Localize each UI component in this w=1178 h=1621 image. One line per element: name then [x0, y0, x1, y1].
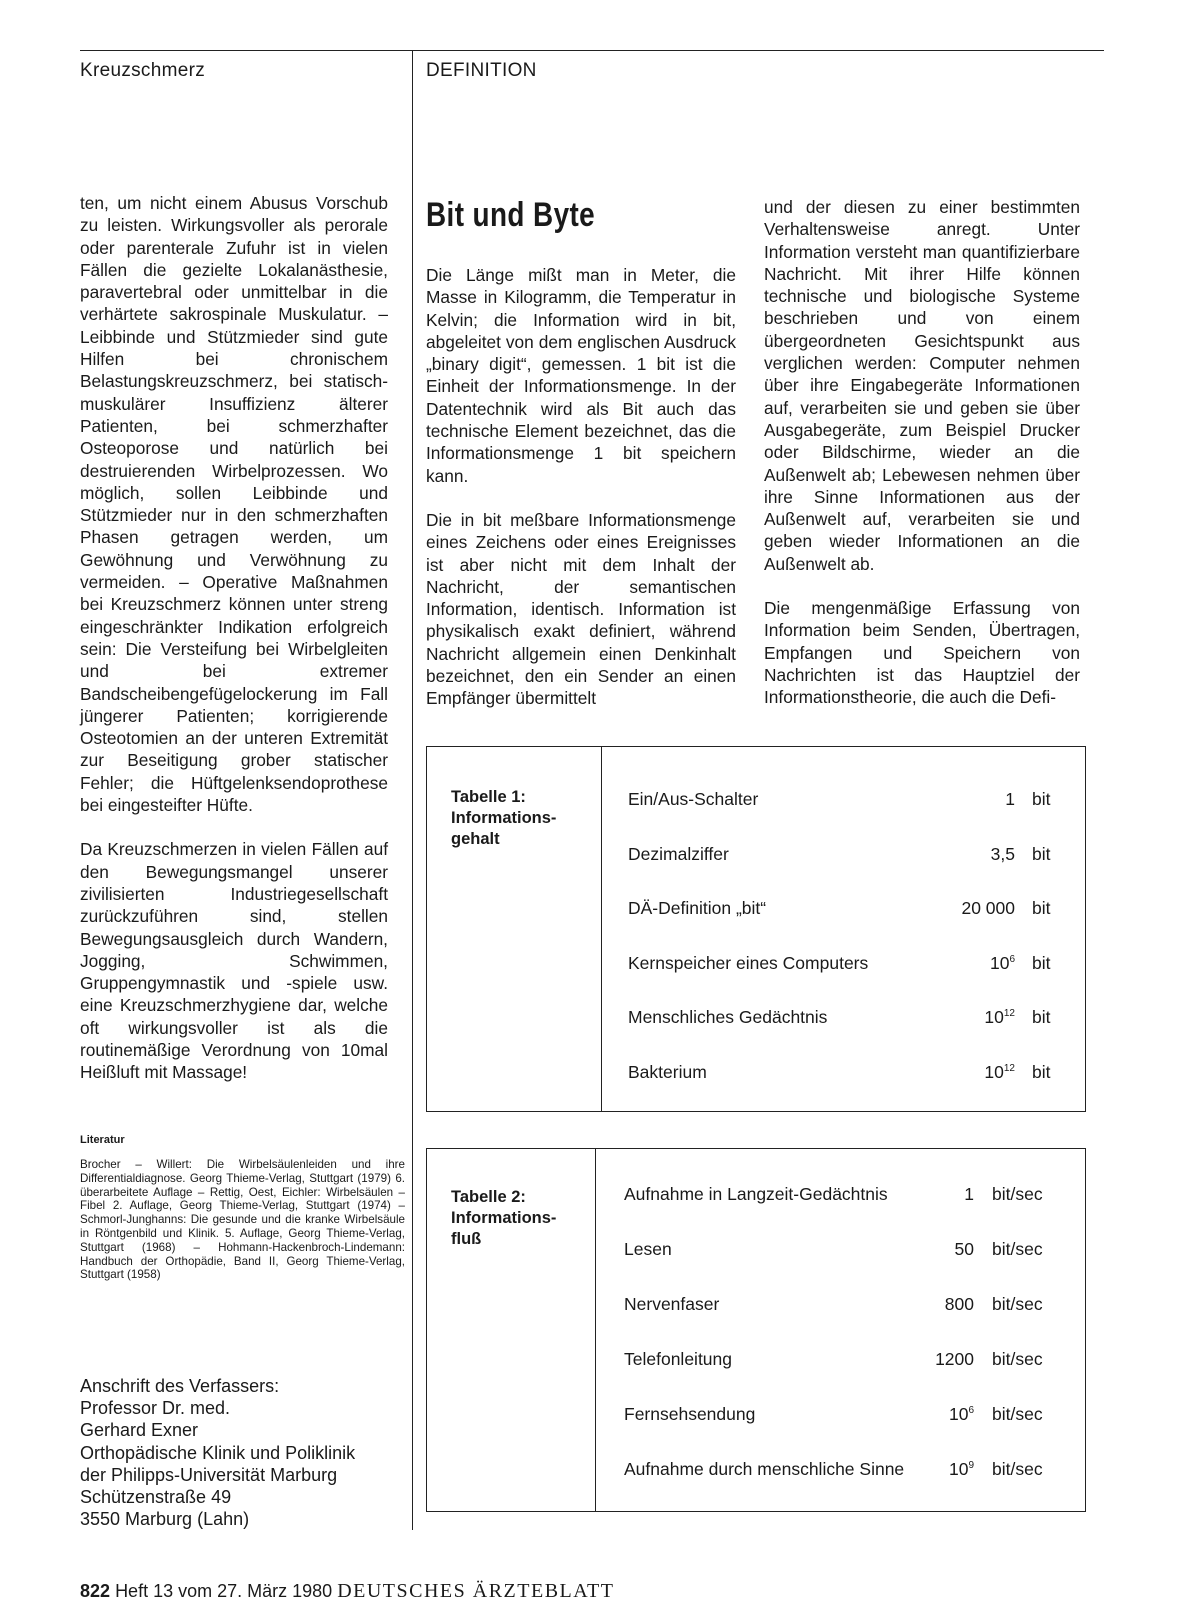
table-cell-value — [964, 1184, 974, 1205]
value-base: 3,5 — [990, 843, 1015, 864]
value-base: 1 — [1005, 789, 1015, 809]
table-cell-value — [955, 1239, 974, 1260]
article-title: Bit und Byte — [426, 196, 596, 234]
table-cell-name: Aufnahme in Langzeit-Gedächtnis — [624, 1184, 888, 1204]
right-column — [764, 196, 1080, 709]
table-cell-unit: bit — [1032, 1007, 1051, 1027]
table-divider — [595, 1149, 596, 1511]
table-cell-unit: bit/sec — [992, 1459, 1043, 1479]
table-cell-value — [1005, 789, 1015, 810]
table-cell-name: Aufnahme durch menschliche Sinne — [624, 1459, 905, 1479]
literature-text: Brocher – Willert: Die Wirbelsäulenleiden und ihre Differentialdiagnose. Georg Thieme-Verlag, Stuttgart (1979) 6. überarbeitete Auflage – Rettig, Oest, Eichler: Wirbelsäulen – Fibel 2. Auflage, Georg Thieme-Verlag, Stuttgart (1974) – Schmorl-Junghanns: Die gesunde und die kranke Wirbelsäule in Röntgenbild und Klinik. 5. Auflage, Georg Thieme-Verlag, Stuttgart (1968) – Hohmann-Hackenbroch-Lindemann: Handbuch der Orthopädie, Band II, Georg Thieme-Verlag, Stuttgart (1958) — [80, 1158, 405, 1282]
body-paragraph: Die Länge mißt man in Meter, die Masse in Kilogramm, die Temperatur in Kelvin; die Information wird in bit, abgeleitet von dem englischen Ausdruck „binary digit“, gemessen. 1 bit ist die Einheit der Informationsmenge. In der Datentechnik wird als Bit auch das technische Element bezeichnet, das die Informationsmenge 1 bit speichern kann. — [426, 265, 736, 486]
page-number: 822 — [80, 1581, 111, 1601]
table-cell-name: Ein/Aus-Schalter — [628, 789, 759, 809]
body-paragraph: ten, um nicht einem Abusus Vorschub zu leisten. Wirkungsvoller als perorale oder parenterale Zufuhr ist in vielen Fällen die gezielte Lokalanästhesie, paravertebral oder unmittelbar in die verhärtete sakrospinale Muskulatur. – Leibbinde und Stützmieder sind gute Hilfen bei chronischem Belastungskreuzschmerz, bei statisch-muskulärer Insuffizienz älterer Patienten, bei schmerzhafter Osteoporose und natürlich bei destruierenden Wirbelprozessen. Wo möglich, sollen Leibbinde und Stützmieder nur in den schmerzhaften Phasen getragen werden, um Gewöhnung und Verwöhnung zu vermeiden. – Operative Maßnahmen bei Kreuzschmerz können unter streng eingeschränkter Indikation erfolgreich sein: Die Versteifung bei Wirbelgleiten und bei extremer Bandscheibengefügelockerung im Fall jüngerer Patienten; korrigierende Osteotomien an der unteren Extremität zur Beseitigung grober statischer Fehler; die Hüftgelenksendoprothese bei eingesteifter Hüfte. — [80, 193, 388, 816]
value-base: 1 — [964, 1184, 974, 1204]
address-line: Schützenstraße 49 — [80, 1487, 232, 1508]
address-line: Orthopädische Klinik und Poliklinik — [80, 1442, 356, 1463]
table-cell-value — [984, 1062, 1015, 1083]
value-exponent: 6 — [968, 1405, 974, 1416]
body-paragraph: und der diesen zu einer bestimmten Verhaltensweise anregt. Unter Information versteht man quantifizierbare Nachricht. Mit ihrer Hilfe können technische und biologische Systeme beschrieben und von einem übergeordneten Gesichtspunkt aus verglichen werden: Computer nehmen über ihre Eingabegeräte Informationen auf, verarbeiten sie und geben sie über Ausgabegeräte, zum Beispiel Drucker oder Bildschirme, wieder an die Außenwelt ab; Lebewesen nehmen über ihre Sinne Informationen aus der Außenwelt auf, verarbeiten sie und geben wieder Informationen an die Außenwelt ab. — [764, 197, 1080, 574]
magazine-name: DEUTSCHES ÄRZTEBLATT — [337, 1580, 615, 1602]
table-cell-name: DÄ-Definition „bit“ — [628, 898, 767, 918]
table-cell-unit: bit/sec — [992, 1239, 1043, 1259]
value-exponent: 9 — [968, 1460, 974, 1471]
table-cell-value — [935, 1349, 974, 1370]
value-base: 10 — [948, 1459, 969, 1479]
table-cell-value — [991, 844, 1015, 865]
address-line: 3550 Marburg (Lahn) — [80, 1509, 250, 1530]
address-line: Professor Dr. med. — [80, 1398, 231, 1419]
column-divider — [412, 50, 413, 1530]
table-cell-unit: bit — [1032, 789, 1051, 809]
address-line: der Philipps-Universität Marburg — [80, 1464, 338, 1485]
value-base: 10 — [984, 1061, 1004, 1082]
value-base: 1200 — [935, 1349, 974, 1369]
table-cell-unit: bit — [1032, 843, 1051, 864]
left-column — [80, 192, 388, 1084]
table-cell-value — [990, 953, 1015, 974]
table-cell-unit: bit — [1032, 952, 1051, 973]
table-cell-unit: bit — [1032, 1061, 1051, 1082]
top-rule — [80, 50, 1104, 51]
table-cell-name: Lesen — [624, 1239, 672, 1259]
table-cell-unit: bit/sec — [992, 1349, 1043, 1369]
value-exponent: 12 — [1003, 1008, 1015, 1019]
table-divider — [601, 747, 602, 1111]
value-base: 10 — [948, 1404, 969, 1424]
literature-heading: Literatur — [80, 1134, 125, 1146]
table-cell-name: Fernsehsendung — [624, 1404, 756, 1424]
table-cell-name: Dezimalziffer — [628, 843, 729, 864]
table-cell-unit: bit — [1032, 898, 1051, 918]
table-cell-unit: bit/sec — [992, 1184, 1043, 1204]
table-cell-value — [945, 1294, 974, 1315]
table-cell-value — [949, 1404, 974, 1425]
table-cell-name: Nervenfaser — [624, 1294, 720, 1314]
page-footer — [80, 1580, 614, 1603]
body-paragraph: Die in bit meßbare Informationsmenge eines Zeichens oder eines Ereignisses ist aber nicht mit dem Inhalt der Nachricht, der semantischen Information, identisch. Information ist physikalisch exakt definiert, während Nachricht allgemein einen Denkinhalt bezeichnet, den ein Sender an einen Empfänger übermittelt — [426, 509, 736, 709]
issue-info: Heft 13 vom 27. März 1980 — [115, 1581, 333, 1601]
running-head-left: Kreuzschmerz — [80, 60, 206, 81]
value-exponent: 12 — [1003, 1062, 1015, 1074]
address-line: Gerhard Exner — [80, 1420, 199, 1441]
value-base: 20 000 — [961, 898, 1015, 918]
body-paragraph: Da Kreuzschmerzen in vielen Fällen auf den Bewegungsmangel unserer zivilisierten Industriegesellschaft zurückzuführen sind, stellen Bewegungsausgleich durch Wandern, Jogging, Schwimmen, Gruppengymnastik und -spiele usw. eine Kreuzschmerzhygiene dar, welche oft wirkungsvoller ist als die routinemäßige Verordnung von 10mal Heißluft mit Massage! — [80, 839, 388, 1083]
address-line: Anschrift des Verfassers: — [80, 1376, 280, 1396]
middle-column — [426, 264, 736, 710]
table-label: Tabelle 2: Informations- fluß — [451, 1188, 557, 1248]
table-cell-value — [949, 1459, 974, 1480]
section-label: DEFINITION — [426, 60, 537, 81]
table-cell-name: Menschliches Gedächtnis — [628, 1007, 828, 1027]
table-cell-unit: bit/sec — [992, 1404, 1043, 1424]
table-cell-value — [984, 1007, 1015, 1028]
author-address — [80, 1375, 410, 1530]
table-cell-name: Bakterium — [628, 1061, 707, 1082]
table-label: Tabelle 1: Informations- gehalt — [451, 788, 557, 848]
body-paragraph: Die mengenmäßige Erfassung von Information beim Senden, Übertragen, Empfangen und Speichern von Nachrichten ist das Hauptziel der Informationstheorie, die auch die Defi- — [764, 598, 1080, 708]
value-base: 10 — [989, 952, 1010, 973]
table-cell-value — [961, 898, 1015, 919]
value-exponent: 6 — [1009, 953, 1015, 965]
table-cell-unit: bit/sec — [992, 1294, 1043, 1314]
value-base: 50 — [954, 1239, 974, 1259]
value-base: 10 — [984, 1007, 1004, 1027]
table-cell-name: Telefonleitung — [624, 1349, 732, 1369]
table-cell-name: Kernspeicher eines Computers — [628, 952, 869, 973]
value-base: 800 — [944, 1294, 974, 1314]
